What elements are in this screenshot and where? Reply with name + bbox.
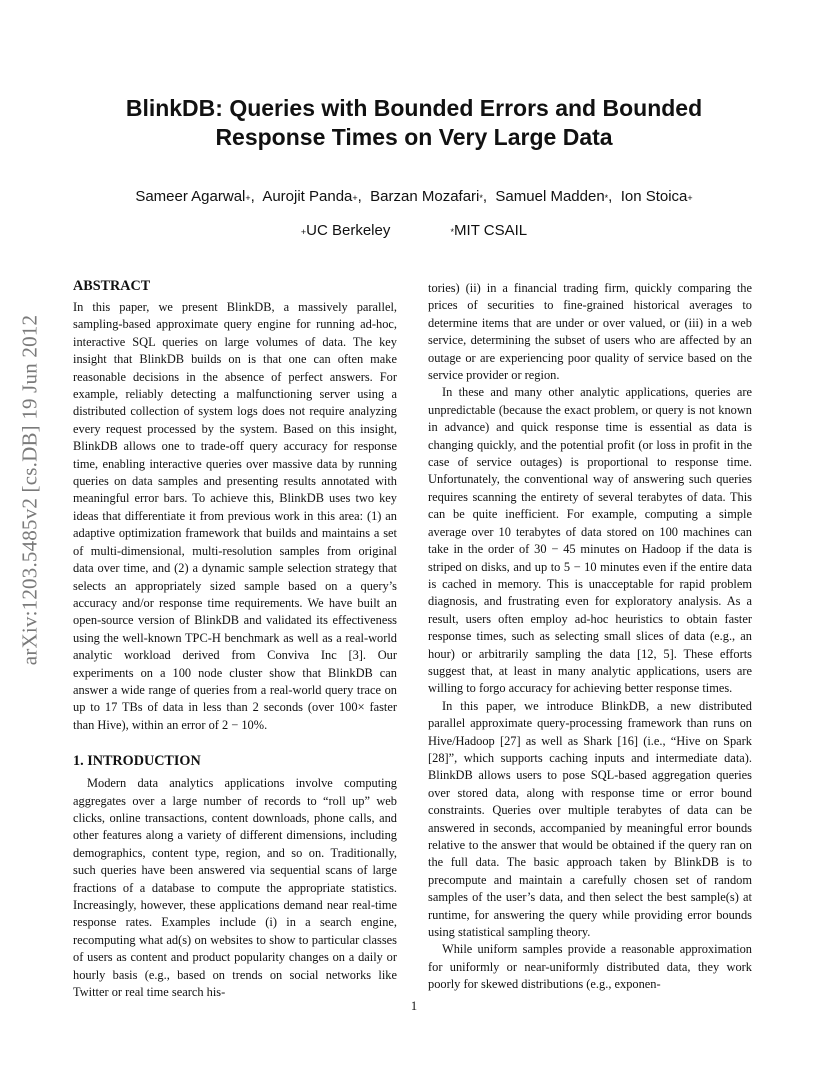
- title-line-1: BlinkDB: Queries with Bounded Errors and Bounded: [125, 95, 703, 121]
- intro-paragraph-1: Modern data analytics applications involve computing aggregates over a large number of records to “roll up” web clicks, online transactions, content downloads, phone calls, and other features along a variety of different dimensions, including demographics, content type, region, and so on. Traditionally, such queries have been answered via sequential scans of large fractions of a database to compute the appropriate statistics. Increasingly, however, these applications demand near real-time response rates. Examples include (i) in a search engine, recomputing what ad(s) on websites to show to particular classes of users as content and product popularity changes on a daily or hourly basis (e.g., based on trends on social networks like Twitter or real time search his-: [73, 776, 397, 1000]
- author: Ion Stoica+: [620, 188, 693, 205]
- arxiv-identifier: arXiv:1203.5485v2 [cs.DB] 19 Jun 2012: [17, 314, 42, 666]
- title-line-2: Response Times on Very Large Data: [215, 124, 613, 150]
- abstract-heading: ABSTRACT: [73, 278, 151, 294]
- author-list: Sameer Agarwal+, Aurojit Panda+, Barzan Mozafari*, Samuel Madden*, Ion Stoica+: [135, 188, 693, 205]
- paper-title: [0, 94, 828, 152]
- intro-paragraph-1-continued: tories) (ii) in a financial trading firm, quickly comparing the prices of securities to fine-grained historical averages to determine items that are under or over valued, or (iii) in a web service, determining the subset of users who are affected by an outage or are experiencing poor quality of service based on the service provider or region.: [428, 281, 752, 383]
- intro-paragraph-3: In this paper, we introduce BlinkDB, a new distributed parallel approximate query-processing framework than runs on Hive/Hadoop [27] as well as Shark [16] (i.e., “Hive on Spark [28]”, which supports caching inputs and intermediate data). BlinkDB allows users to pose SQL-based aggregation queries over stored data, along with response time or error bound constraints. Queries over multiple terabytes of data can be answered in seconds, accompanied by meaningful error bounds relative to the answer that would be obtained if the query ran on the full data. The basic approach taken by BlinkDB is to precompute and maintain a carefully chosen set of random samples of the user’s data, and then select the best sample(s) at runtime, for answering the query while providing error bounds using statistical sampling theory.: [428, 698, 752, 940]
- intro-paragraph-2: In these and many other analytic applications, queries are unpredictable (because the exact problem, or query is not known in advance) and quick response time is essential as data is changing quickly, and the potential profit (or loss in profit in the case of service outages) is proportional to response time. Unfortunately, the conventional way of answering such queries requires scanning the entirety of several terabytes of data. This can be quite inefficient. For example, computing a simple average over 10 terabytes of data stored on 100 machines can take in the order of 30 − 45 minutes on Hadoop if the data is striped on disks, and up to 5 − 10 minutes even if the entire data is cached in memory. This is unacceptable for rapid problem diagnosis, and frustrating even for exploratory analysis. As a result, users often employ ad-hoc heuristics to obtain faster response times, such as selecting small slices of data (e.g., an hour) or arbitrarily sampling the data [12, 5]. These efforts suggest that, at least in many analytic applications, users are willing to forgo accuracy for achieving better response times.: [428, 385, 752, 696]
- author: Aurojit Panda+: [262, 188, 358, 205]
- author: Sameer Agarwal+: [135, 188, 251, 205]
- affiliation-list: [0, 221, 828, 241]
- introduction-heading: 1. INTRODUCTION: [73, 753, 201, 770]
- left-column: [73, 276, 397, 1001]
- affiliation: *MIT CSAIL: [450, 222, 528, 239]
- affiliation: +UC Berkeley: [300, 222, 391, 239]
- author: Samuel Madden*: [495, 188, 609, 205]
- abstract-body: In this paper, we present BlinkDB, a massively parallel, sampling-based approximate query engine for running ad-hoc, interactive SQL queries on large volumes of data. The key insight that BlinkDB builds on is that one can often make reasonable decisions in the absence of perfect answers. For example, reliably detecting a malfunctioning server using a distributed collection of system logs does not require analyzing every request processed by the system. Based on this insight, BlinkDB allows one to trade-off query accuracy for response time, enabling interactive queries over massive data by running queries on data samples and presenting results annotated with meaningful error bars. To achieve this, BlinkDB uses two key ideas that differentiate it from previous work in this area: (1) an adaptive optimization framework that builds and maintains a set of multi-dimensional, multi-resolution samples from original data over time, and (2) a dynamic sample selection strategy that selects an appropriately sized sample based on a query’s accuracy and/or response time requirements. We have built an open-source version of BlinkDB and validated its effectiveness using the well-known TPC-H benchmark as well as a real-world analytic workload derived from Conviva Inc [3]. Our experiments on a 100 node cluster show that BlinkDB can answer a wide range of queries from a real-world query trace on up to 17 TBs of data in less than 2 seconds (over 100× faster than Hive), within an error of 2 − 10%.: [73, 300, 397, 732]
- right-column: [428, 280, 752, 994]
- page-number: 1: [410, 999, 418, 1013]
- intro-paragraph-4: While uniform samples provide a reasonable approximation for uniformly or near-uniformly distributed data, they work poorly for skewed distributions (e.g., exponen-: [428, 942, 752, 992]
- author: Barzan Mozafari*: [370, 188, 483, 205]
